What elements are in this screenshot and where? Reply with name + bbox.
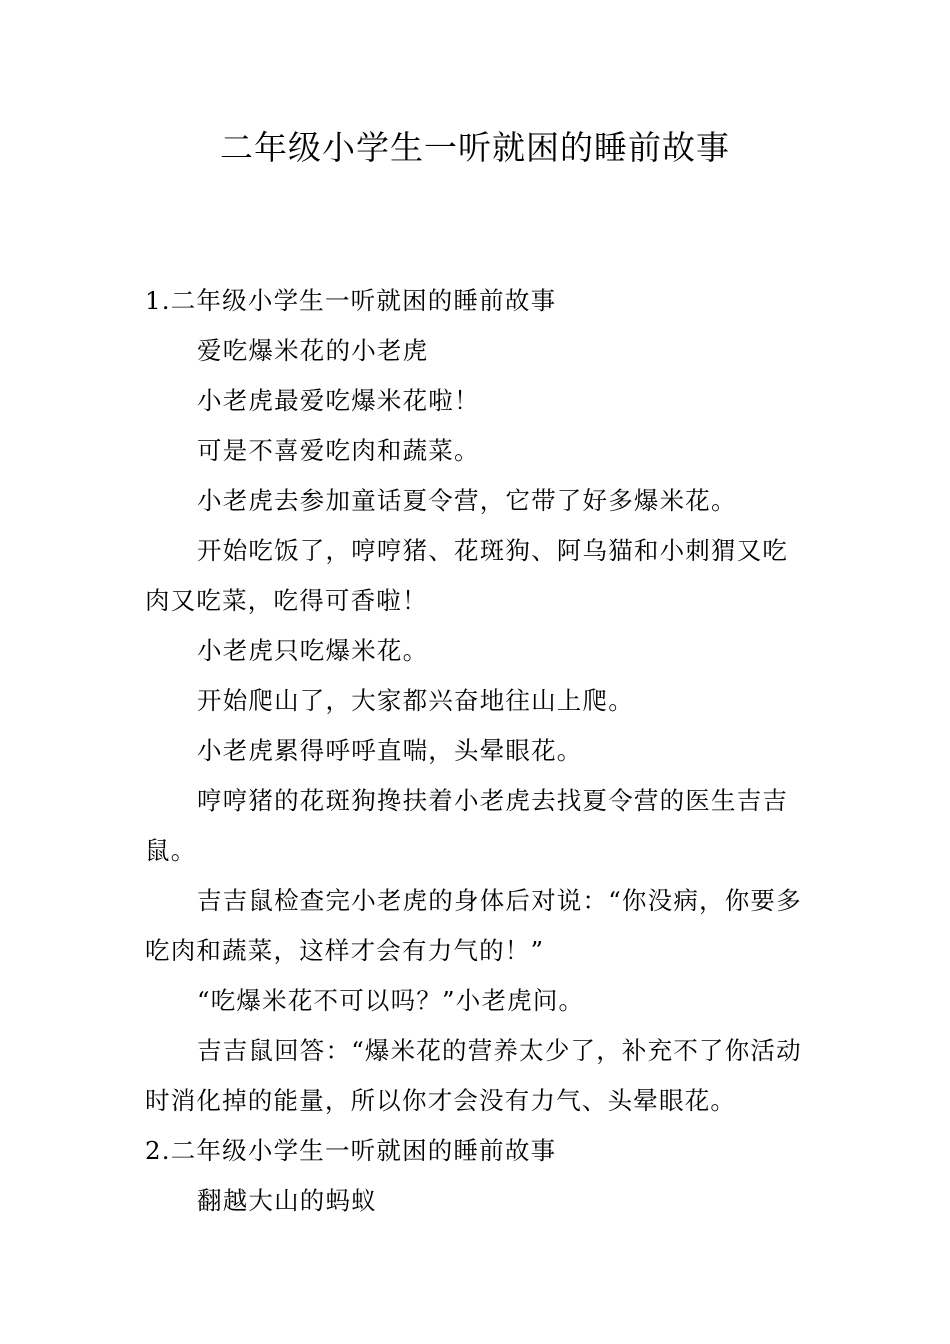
document-body [145, 276, 805, 1226]
paragraph: 吉吉鼠检查完小老虎的身体后对说：“你没病，你要多吃肉和蔬菜，这样才会有力气的！” [145, 886, 802, 965]
paragraph: 小老虎最爱吃爆米花啦！ [197, 386, 480, 415]
paragraph: 吉吉鼠回答：“爆米花的营养太少了，补充不了你活动时消化掉的能量，所以你才会没有力气、头晕眼花。 [145, 1036, 802, 1115]
section-heading-2: 2.二年级小学生一听就困的睡前故事 [145, 1136, 557, 1165]
story-title-2: 翻越大山的蚂蚁 [197, 1186, 377, 1215]
paragraph: “吃爆米花不可以吗？”小老虎问。 [197, 986, 585, 1015]
story-title-1: 爱吃爆米花的小老虎 [197, 336, 429, 365]
paragraph: 开始吃饭了，哼哼猪、花斑狗、阿乌猫和小刺猬又吃肉又吃菜，吃得可香啦！ [145, 536, 789, 615]
paragraph: 小老虎去参加童话夏令营，它带了好多爆米花。 [197, 486, 737, 515]
paragraph: 开始爬山了，大家都兴奋地往山上爬。 [197, 686, 634, 715]
paragraph: 哼哼猪的花斑狗搀扶着小老虎去找夏令营的医生吉吉鼠。 [145, 786, 789, 865]
document-title: 二年级小学生一听就困的睡前故事 [220, 128, 730, 167]
paragraph: 小老虎只吃爆米花。 [197, 636, 429, 665]
paragraph: 小老虎累得呼呼直喘，头晕眼花。 [197, 736, 583, 765]
paragraph: 可是不喜爱吃肉和蔬菜。 [197, 436, 480, 465]
section-heading-1: 1.二年级小学生一听就困的睡前故事 [145, 286, 557, 315]
